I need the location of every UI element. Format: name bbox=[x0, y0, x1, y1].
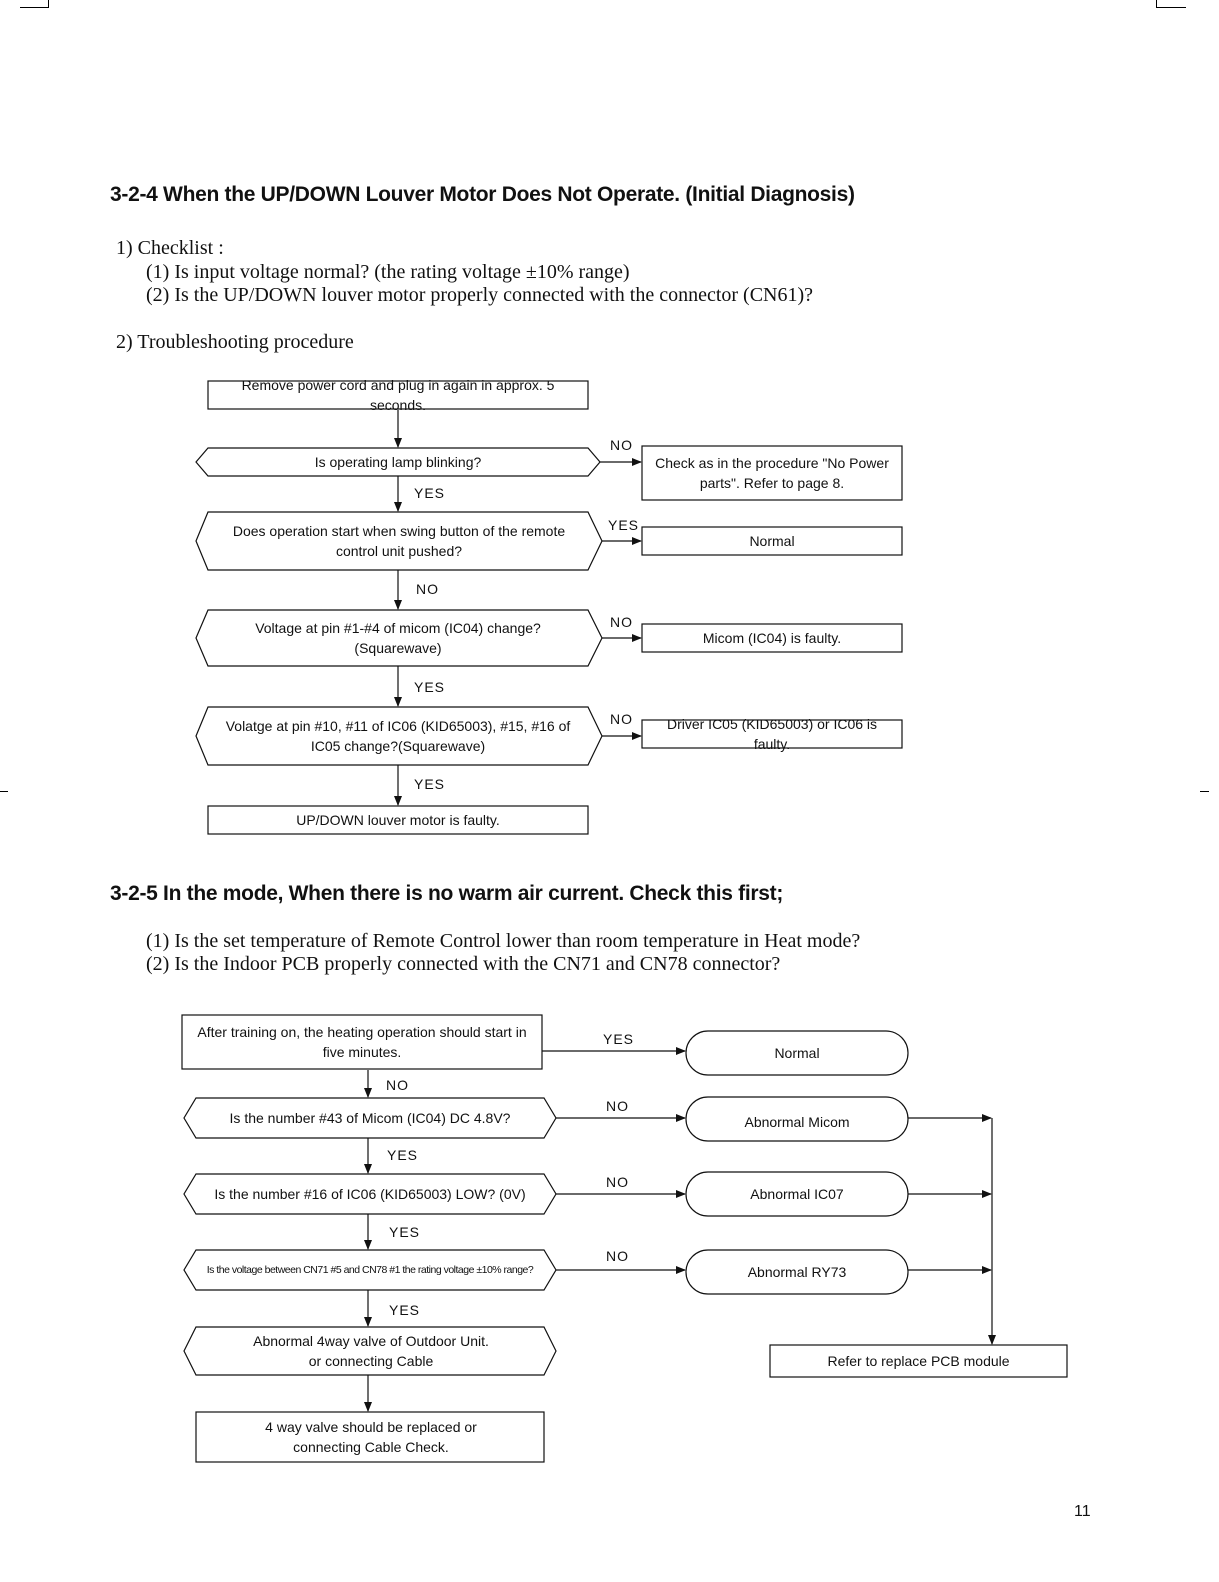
check-item: (2) Is the Indoor PCB properly connected with the CN71 and CN78 connector? bbox=[146, 953, 781, 975]
procedure-label: 2) Troubleshooting procedure bbox=[116, 331, 354, 353]
branch-label: NO bbox=[386, 1077, 409, 1093]
branch-label: NO bbox=[610, 437, 633, 453]
page-number: 11 bbox=[1074, 1503, 1091, 1520]
result-normal: Normal bbox=[774, 1045, 820, 1061]
branch-label: NO bbox=[416, 581, 439, 597]
branch-label: NO bbox=[610, 711, 633, 727]
branch-label: NO bbox=[610, 614, 633, 630]
step-abnormal-4way-valve: Abnormal 4way valve of Outdoor Unit. or connecting Cable bbox=[253, 1333, 489, 1369]
result-no-power: Check as in the procedure "No Power parts". Refer to page 8. bbox=[655, 455, 889, 491]
question-ic06-low: Is the number #16 of IC06 (KID65003) LOW? (0V) bbox=[214, 1186, 526, 1202]
branch-label: YES bbox=[414, 776, 446, 792]
branch-label: NO bbox=[606, 1098, 629, 1114]
result-normal: Normal bbox=[749, 533, 795, 549]
checklist-label: 1) Checklist : bbox=[116, 237, 224, 259]
result-abnormal-ic07: Abnormal IC07 bbox=[750, 1186, 844, 1202]
start-heating-step: After training on, the heating operation should start in five minutes. bbox=[197, 1024, 527, 1060]
branch-label: YES bbox=[414, 485, 446, 501]
end-replace-4way-valve: 4 way valve should be replaced or connecting Cable Check. bbox=[265, 1419, 477, 1455]
branch-label: NO bbox=[606, 1174, 629, 1190]
branch-label: YES bbox=[603, 1031, 635, 1047]
branch-label: NO bbox=[606, 1248, 629, 1264]
check-item: (1) Is the set temperature of Remote Control lower than room temperature in Heat mode? bbox=[146, 930, 861, 952]
question-micom-voltage: Voltage at pin #1-#4 of micom (IC04) change?(Squarewave) bbox=[255, 620, 541, 656]
checklist-item: (1) Is input voltage normal? (the rating voltage ±10% range) bbox=[146, 261, 630, 283]
question-cn71-voltage: Is the voltage between CN71 #5 and CN78 #1 the rating voltage ±10% range? bbox=[206, 1264, 534, 1276]
result-abnormal-ry73: Abnormal RY73 bbox=[747, 1264, 847, 1280]
result-replace-pcb: Refer to replace PCB module bbox=[827, 1353, 1010, 1369]
result-abnormal-micom: Abnormal Micom bbox=[744, 1114, 850, 1130]
start-step: Remove power cord and plug in again in approx. 5 seconds. bbox=[241, 377, 555, 413]
result-micom-faulty: Micom (IC04) is faulty. bbox=[702, 630, 842, 646]
section-heading: 3-2-5 In the mode, When there is no warm air current. Check this first; bbox=[110, 882, 784, 905]
question-driver-voltage: Volatge at pin #10, #11 of IC06 (KID65003), #15, #16 of IC05 change?(Squarewave) bbox=[225, 718, 571, 754]
end-louver-motor-faulty: UP/DOWN louver motor is faulty. bbox=[296, 812, 500, 828]
branch-label: YES bbox=[389, 1302, 421, 1318]
question-micom-dc: Is the number #43 of Micom (IC04) DC 4.8V? bbox=[229, 1110, 511, 1126]
branch-label: YES bbox=[608, 517, 640, 533]
section-heading: 3-2-4 When the UP/DOWN Louver Motor Does Not Operate. (Initial Diagnosis) bbox=[110, 183, 855, 206]
question-operating-lamp: Is operating lamp blinking? bbox=[314, 454, 482, 470]
result-driver-faulty: Driver IC05 (KID65003) or IC06 is faulty. bbox=[666, 716, 878, 752]
branch-label: YES bbox=[389, 1224, 421, 1240]
branch-label: YES bbox=[414, 679, 446, 695]
branch-label: YES bbox=[387, 1147, 419, 1163]
question-swing-button: Does operation start when swing button of the remote control unit pushed? bbox=[232, 523, 566, 559]
checklist-item: (2) Is the UP/DOWN louver motor properly connected with the connector (CN61)? bbox=[146, 284, 814, 306]
